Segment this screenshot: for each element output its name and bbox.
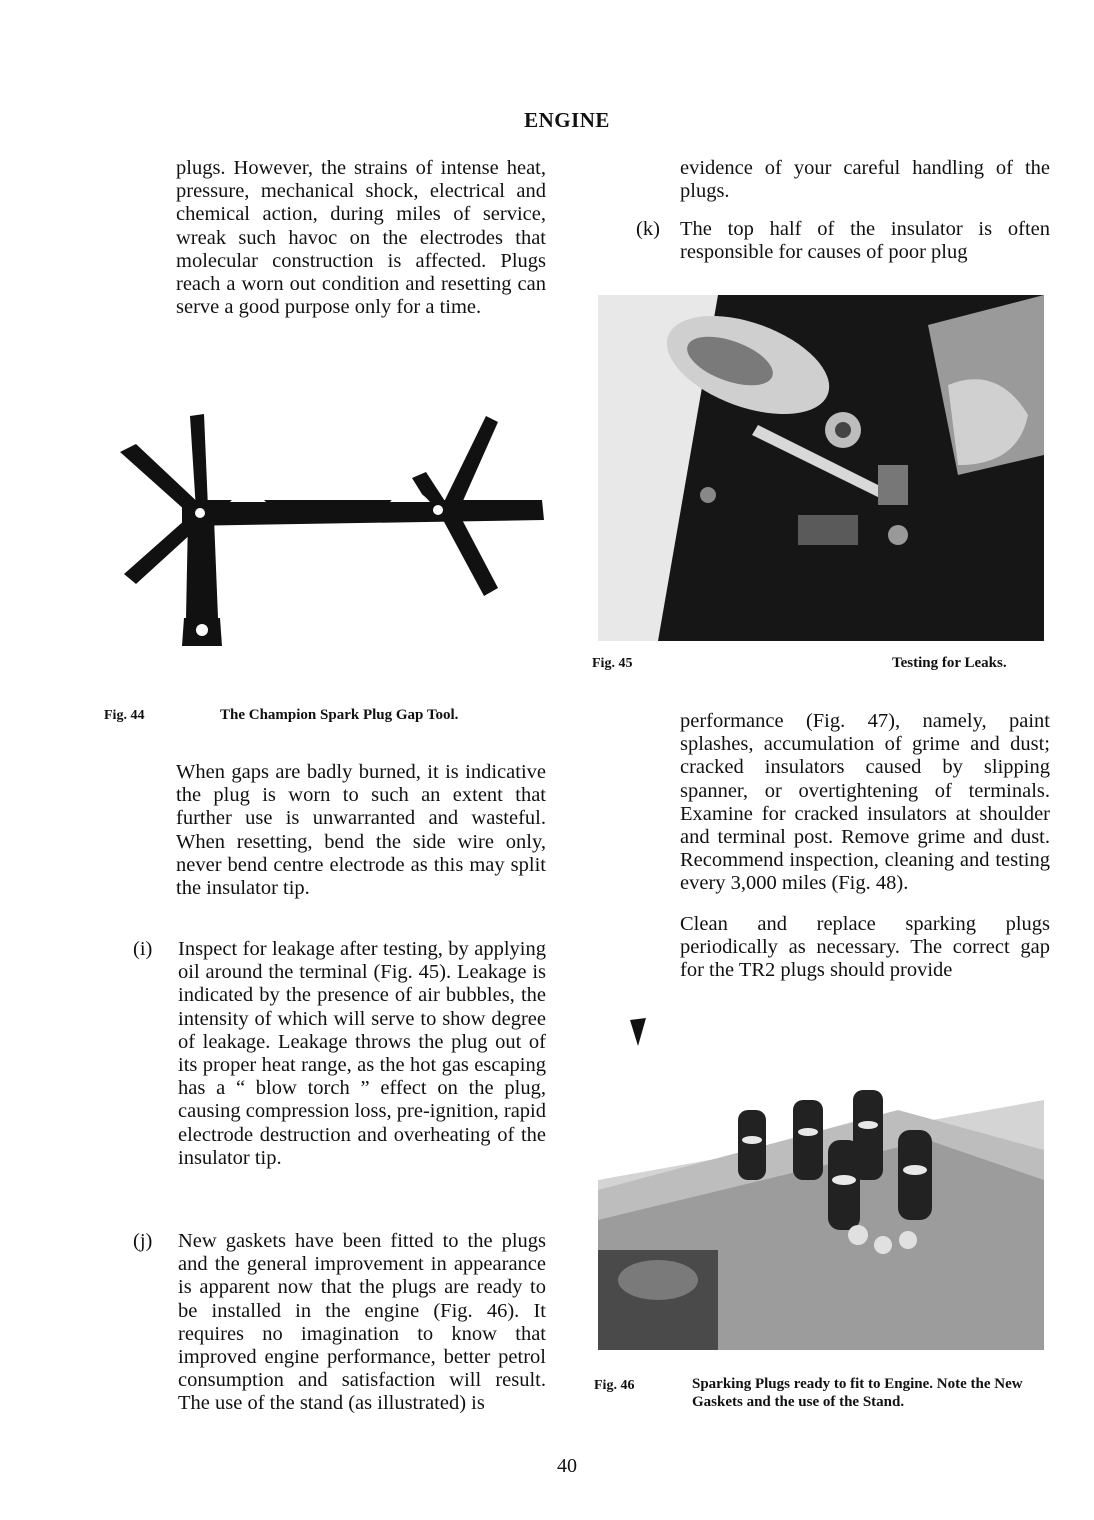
- intro-paragraph: plugs. However, the strains of intense heat, pressure, mechanical shock, electrical and chemical action, during miles of service, wreak such havoc on the electrodes that molecular construction is affected. Plugs reach a worn out condition and resetting can serve a good purpose only for a time.: [176, 157, 546, 319]
- fig44-label: Fig. 44: [104, 708, 145, 723]
- item-j-label: (j): [133, 1230, 153, 1252]
- clean-paragraph: Clean and replace sparking plugs periodically as necessary. The correct gap for the TR2 plugs should provide: [680, 913, 1050, 982]
- evidence-paragraph: evidence of your careful handling of the plugs.: [680, 157, 1050, 203]
- performance-paragraph: performance (Fig. 47), namely, paint splashes, accumulation of grime and dust; cracked insulators caused by slipping spanner, or overtightening of terminals. Examine for cracked insulators at shoulder and terminal post. Remove grime and dust. Recommend inspection, cleaning and testing every 3,000 miles (Fig. 48).: [680, 710, 1050, 895]
- fig45-label: Fig. 45: [592, 656, 633, 671]
- item-k-text: The top half of the insulator is often responsible for causes of poor plug: [680, 218, 1050, 264]
- item-i-label: (i): [133, 938, 153, 960]
- image-mark: [628, 1018, 648, 1048]
- fig44-caption: The Champion Spark Plug Gap Tool.: [220, 707, 459, 723]
- fig45-caption: Testing for Leaks.: [892, 655, 1007, 671]
- spark-plug-gap-tool-figure: [112, 408, 552, 648]
- item-j-text: New gaskets have been fitted to the plugs and the general improvement in appearance is apparent now that the plugs are ready to be installed in the engine (Fig. 46). It requires no imagination to know that improved engine performance, better petrol consumption and satisfaction will result. The use of the stand (as illustrated) is: [178, 1230, 546, 1415]
- page-heading: ENGINE: [524, 108, 610, 132]
- gaps-paragraph: When gaps are badly burned, it is indicative the plug is worn to such an extent that further use is unwarranted and wasteful. When resetting, bend the side wire only, never bend centre electrode as this may split the insulator tip.: [176, 761, 546, 900]
- page-number: 40: [557, 1455, 577, 1477]
- testing-for-leaks-photo: [598, 295, 1044, 641]
- item-i-text: Inspect for leakage after testing, by applying oil around the terminal (Fig. 45). Leakage is indicated by the presence of air bubbles, the intensity of which will serve to show degree of leakage. Leakage throws the plug out of its proper heat range, as the hot gas escaping has a “ blow torch ” effect on the plug, causing compression loss, pre-ignition, rapid electrode destruction and overheating of the insulator tip.: [178, 938, 546, 1169]
- fig46-label: Fig. 46: [594, 1378, 635, 1393]
- fig46-caption: Sparking Plugs ready to fit to Engine. Note the New Gaskets and the use of the Stand.: [692, 1376, 1023, 1410]
- sparking-plugs-stand-photo: [598, 1070, 1044, 1350]
- item-k-label: (k): [636, 218, 660, 240]
